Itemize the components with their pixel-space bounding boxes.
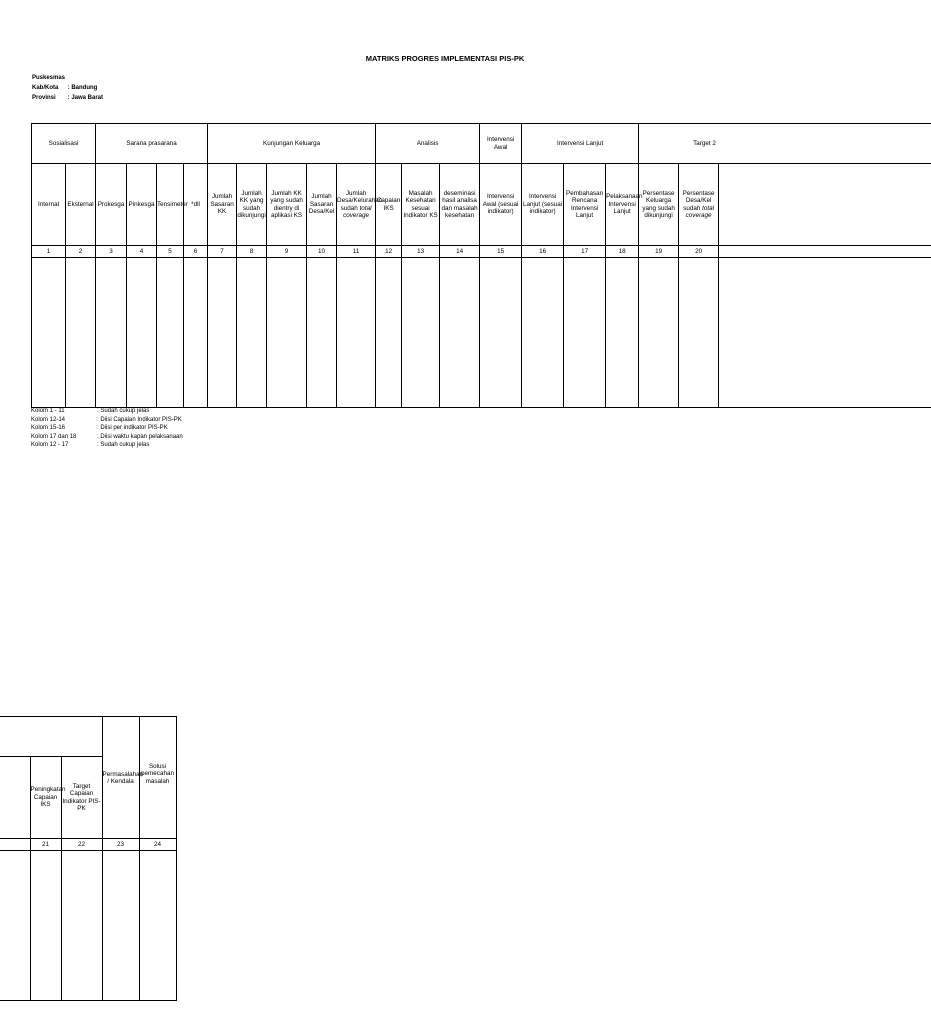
column-header: Internal <box>32 164 66 246</box>
data-cell <box>480 258 522 408</box>
data-cell <box>606 258 639 408</box>
data-cell <box>679 258 719 408</box>
column-number: 11 <box>337 246 376 258</box>
column-number: 13 <box>402 246 440 258</box>
group-sarana: Sarana prasarana <box>96 124 208 164</box>
page-title: MATRIKS PROGRES IMPLEMENTASI PIS-PK <box>365 54 525 63</box>
column-number: 7 <box>208 246 237 258</box>
column-number: 8 <box>237 246 267 258</box>
page2-clip <box>0 716 176 1002</box>
data-cell <box>66 258 96 408</box>
data-cell <box>307 258 337 408</box>
meta-value: : Bandung <box>67 85 98 91</box>
note-item <box>31 416 183 425</box>
column-number: 16 <box>522 246 564 258</box>
data-cell <box>402 258 440 408</box>
data-cell <box>32 258 66 408</box>
group-target: Target 2 <box>639 124 931 164</box>
column-header-text: Jumlah Desa/Kelurahan sudah <box>337 189 383 212</box>
note-text: : Diisi Capaian Indikator PIS-PK <box>97 416 182 423</box>
data-cell <box>639 258 679 408</box>
page2-column-number: 24 <box>139 839 176 851</box>
page2-header-row <box>0 757 176 839</box>
data-row <box>32 258 931 408</box>
column-number: 2 <box>66 246 96 258</box>
group-intervensi-lanjut: Intervensi Lanjut <box>522 124 639 164</box>
meta-key: Kab/Kota <box>32 85 59 91</box>
column-number: 17 <box>564 246 606 258</box>
column-number-row <box>32 246 931 258</box>
column-header: Intervensi Lanjut (sesuai indikator) <box>522 164 564 246</box>
column-number: 12 <box>376 246 402 258</box>
page2-column-header: Peningkatan Capaian IKS <box>30 757 61 839</box>
column-header-text: Persentase Desa/Kel sudah <box>682 189 715 212</box>
column-header: Pembahasan Rencana Intervensi Lanjut <box>564 164 606 246</box>
data-cell <box>184 258 208 408</box>
page2-group-label <box>0 717 102 757</box>
column-header: Capaian IKS <box>376 164 402 246</box>
column-number: 10 <box>307 246 337 258</box>
data-cell <box>61 851 102 1001</box>
column-header: Intervensi Awal (sesuai indikator) <box>480 164 522 246</box>
meta-kabkota <box>32 83 97 93</box>
data-cell <box>139 851 176 1001</box>
note-column: Kolom 12-14 <box>31 416 66 423</box>
column-header-total-coverage <box>679 164 719 246</box>
data-cell <box>237 258 267 408</box>
page2-column-header: Permasalahan / Kendala <box>102 757 139 839</box>
data-cell <box>376 258 402 408</box>
data-cell <box>127 258 157 408</box>
data-cell <box>30 851 61 1001</box>
note-text: : Sudah cukup jelas <box>97 442 150 449</box>
column-header: Jumlah KK yang sudah dikunjungi <box>237 164 267 246</box>
meta-provinsi <box>32 93 103 103</box>
notes-list <box>31 407 183 450</box>
note-column: Kolom 15-16 <box>31 425 66 432</box>
column-header: *dll <box>184 164 208 246</box>
column-header: Jumlah Sasaran Desa/Kel <box>307 164 337 246</box>
data-cell <box>564 258 606 408</box>
data-cell <box>157 258 184 408</box>
data-cell <box>337 258 376 408</box>
data-cell <box>208 258 237 408</box>
column-number-cropped <box>719 246 931 258</box>
page2-column-number: 22 <box>61 839 102 851</box>
page2-number-row <box>0 839 176 851</box>
column-number: 5 <box>157 246 184 258</box>
note-item <box>31 424 183 433</box>
group-kunjungan: Kunjungan Keluarga <box>208 124 376 164</box>
meta-key: Puskesmas <box>32 75 66 81</box>
column-header: deseminasi hasil analisa dan masalah kesehatan <box>440 164 480 246</box>
page2-group-row <box>0 717 176 757</box>
page2-column-number: 23 <box>102 839 139 851</box>
data-cell <box>267 258 307 408</box>
column-header: Pelaksanaan Intervensi Lanjut <box>606 164 639 246</box>
column-header: Jumlah Sasaran KK <box>208 164 237 246</box>
page2-data-row <box>0 851 176 1001</box>
column-header-row <box>32 164 931 246</box>
group-header-row <box>32 124 931 164</box>
column-header-total-coverage <box>337 164 383 246</box>
note-column: Kolom 12 - 17 <box>31 442 69 449</box>
column-number: 3 <box>96 246 127 258</box>
column-header: Prokesga <box>96 164 127 246</box>
page2-group-cell <box>102 717 139 757</box>
column-number: 15 <box>480 246 522 258</box>
group-intervensi-awal: Intervensi Awal <box>480 124 522 164</box>
matrix-table <box>31 123 931 408</box>
column-header: Masalah Kesehatan sesuai Indikator KS <box>402 164 440 246</box>
data-cell <box>96 258 127 408</box>
data-cell <box>719 258 931 408</box>
data-cell <box>102 851 139 1001</box>
note-item <box>31 433 183 442</box>
page2-number-cropped <box>0 839 30 851</box>
column-number: 4 <box>127 246 157 258</box>
note-column: Kolom 1 - 11 <box>31 408 65 414</box>
meta-value: : Jawa Barat <box>67 95 104 101</box>
note-text: : Diisi waktu kapan pelaksanaan <box>97 433 183 440</box>
column-header: Tensimeter <box>157 164 184 246</box>
meta-key: Provinsi <box>32 95 56 101</box>
column-header: Persentase Keluarga yang sudah dikunjungi <box>639 164 679 246</box>
data-cell <box>0 851 30 1001</box>
column-number: 9 <box>267 246 307 258</box>
page2-column-header: Solusi pemecahan masalah <box>139 757 176 839</box>
page2-column-header: Target Capaian Indikator PIS-PK <box>61 757 102 839</box>
column-header-italic: total coverage <box>685 204 715 219</box>
note-column: Kolom 17 dan 18 <box>31 433 77 440</box>
meta-puskesmas <box>32 73 66 83</box>
data-cell <box>440 258 480 408</box>
column-header: Jumlah KK yang sudah dientry di aplikasi KS <box>267 164 307 246</box>
note-text: : Diisi per indikator PIS-PK <box>97 425 168 432</box>
column-header: Eksternal <box>66 164 96 246</box>
page2-column-number: 21 <box>30 839 61 851</box>
column-number: 1 <box>32 246 66 258</box>
page2-column-cropped <box>0 757 30 839</box>
column-header: Pinkesga <box>127 164 157 246</box>
note-text: : Sudah cukup jelas <box>97 408 150 414</box>
page2-table <box>0 716 177 1001</box>
group-sosialisasi: Sosialisasi <box>32 124 96 164</box>
column-number: 6 <box>184 246 208 258</box>
column-number: 20 <box>679 246 719 258</box>
page2-group-cell <box>139 717 176 757</box>
column-header-cropped <box>719 164 931 246</box>
note-item <box>31 407 183 416</box>
column-number: 19 <box>639 246 679 258</box>
note-item <box>31 441 183 450</box>
column-header-italic: total coverage <box>343 204 372 219</box>
data-cell <box>522 258 564 408</box>
column-number: 14 <box>440 246 480 258</box>
group-analisis: Analisis <box>376 124 480 164</box>
column-number: 18 <box>606 246 639 258</box>
